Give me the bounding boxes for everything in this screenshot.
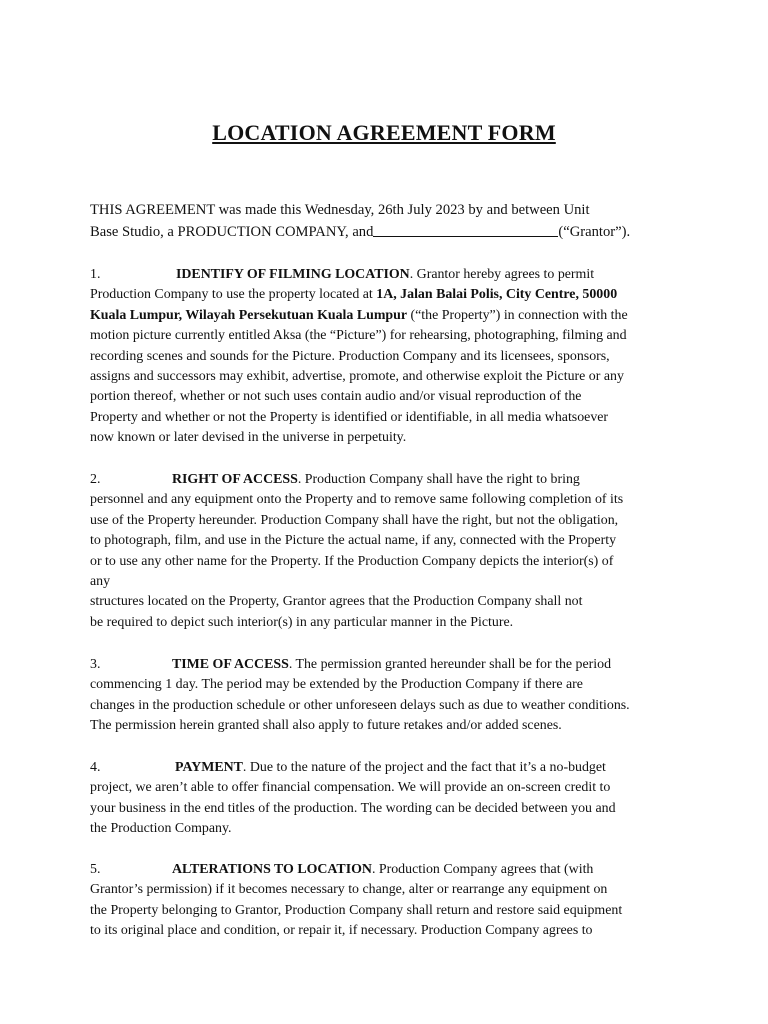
document-title: LOCATION AGREEMENT FORM	[212, 120, 556, 145]
section-number: 5.	[90, 862, 101, 877]
section-line: or to use any other name for the Property. If the Production Company depicts the interior(s) of	[90, 553, 614, 569]
grantor-blank-line	[373, 222, 558, 237]
section-text: Production Company to use the property located at	[90, 287, 377, 303]
section-line	[90, 758, 690, 778]
section-line: the Production Company.	[90, 821, 232, 837]
section-line: the Property belonging to Grantor, Production Company shall return and restore said equipment	[90, 902, 623, 918]
section-text: . Production Company agrees that (with	[371, 862, 594, 877]
section-heading: RIGHT OF ACCESS	[172, 472, 298, 487]
section-line: Property and whether or not the Property is identified or identifiable, in all media whatsoever	[90, 409, 609, 425]
section-number: 1.	[90, 267, 101, 282]
intro-line	[90, 221, 690, 243]
property-address: 1A, Jalan Balai Polis, City Centre, 50000	[376, 287, 618, 303]
section-line	[90, 470, 690, 490]
section-heading: IDENTIFY OF FILMING LOCATION	[176, 267, 410, 282]
section-line: commencing 1 day. The period may be extended by the Production Company if there are	[90, 677, 583, 693]
section-line: The permission herein granted shall also apply to future retakes and/or added scenes.	[90, 718, 562, 734]
section-heading: PAYMENT	[175, 760, 243, 775]
section-line: personnel and any equipment onto the Property and to remove same following completion of its	[90, 492, 624, 508]
section-text: (“the Property”) in connection with the	[407, 307, 628, 323]
intro-line: THIS AGREEMENT was made this Wednesday, 26th July 2023 by and between Unit	[90, 202, 590, 218]
section-line: portion thereof, whether or not such uses contain audio and/or visual reproduction of the	[90, 389, 582, 405]
intro-text: Base Studio, a PRODUCTION COMPANY, and	[90, 224, 374, 240]
section-line: your business in the end titles of the production. The wording can be decided between you and	[90, 800, 616, 816]
agreement-intro	[90, 199, 690, 243]
section-heading: ALTERATIONS TO LOCATION	[172, 862, 372, 877]
section-line	[90, 265, 690, 285]
section-line: to its original place and condition, or repair it, if necessary. Production Company agrees to	[90, 923, 593, 939]
section-line: Grantor’s permission) if it becomes necessary to change, alter or rearrange any equipment on	[90, 882, 608, 898]
section-line: changes in the production schedule or other unforeseen delays such as due to weather conditions.	[90, 697, 630, 713]
section-line: assigns and successors may exhibit, advertise, promote, and otherwise exploit the Picture or any	[90, 369, 624, 385]
section-line	[90, 306, 690, 326]
section-payment	[90, 758, 690, 840]
section-alterations	[90, 860, 690, 942]
section-right-of-access	[90, 470, 690, 633]
section-line	[90, 655, 690, 675]
section-line: be required to depict such interior(s) in any particular manner in the Picture.	[90, 614, 514, 630]
section-line: to photograph, film, and use in the Picture the actual name, if any, connected with the Property	[90, 533, 617, 549]
section-line: use of the Property hereunder. Production Company shall have the right, but not the obligation,	[90, 512, 619, 528]
section-line	[90, 285, 690, 305]
section-number: 3.	[90, 657, 101, 672]
section-line: motion picture currently entitled Aksa (the “Picture”) for rehearsing, photographing, filming and	[90, 328, 627, 344]
section-line: recording scenes and sounds for the Picture. Production Company and its licensees, sponsors,	[90, 348, 610, 364]
section-number: 2.	[90, 472, 101, 487]
section-line: now known or later devised in the universe in perpetuity.	[90, 430, 407, 446]
section-line: any	[90, 574, 111, 590]
section-text: . Grantor hereby agrees to permit	[409, 267, 595, 282]
section-line: structures located on the Property, Grantor agrees that the Production Company shall not	[90, 594, 583, 610]
section-text: . Due to the nature of the project and the fact that it’s a no-budget	[242, 760, 606, 775]
section-text: . Production Company shall have the right to bring	[297, 472, 580, 487]
section-number: 4.	[90, 760, 101, 775]
section-line: project, we aren’t able to offer financial compensation. We will provide an on-screen credit to	[90, 780, 611, 796]
property-address: Kuala Lumpur, Wilayah Persekutuan Kuala Lumpur	[90, 307, 408, 323]
section-identify-location	[90, 265, 690, 449]
section-heading: TIME OF ACCESS	[172, 657, 289, 672]
section-time-of-access	[90, 655, 690, 737]
section-text: . The permission granted hereunder shall be for the period	[288, 657, 612, 672]
section-line	[90, 860, 690, 880]
intro-text: (“Grantor”).	[558, 224, 631, 240]
